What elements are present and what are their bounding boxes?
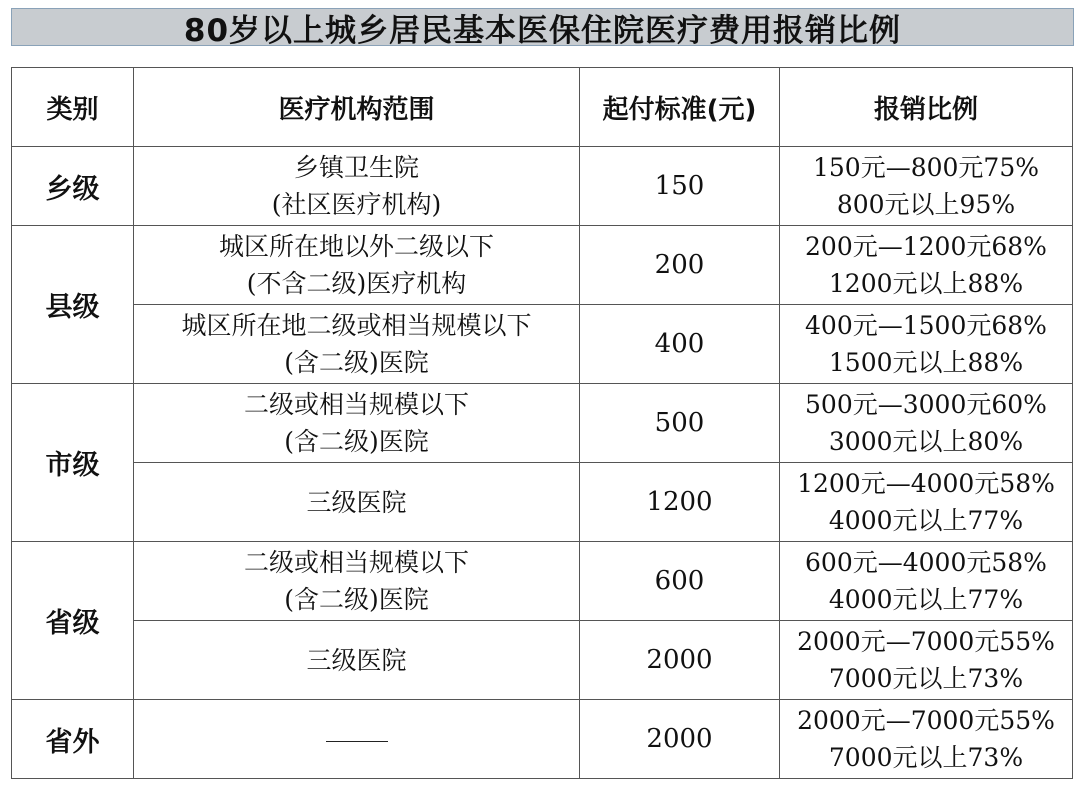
header-category: 类别 [12, 68, 134, 147]
rate-cell [780, 305, 1073, 384]
rate-cell [780, 147, 1073, 226]
institution-line: 乡镇卫生院 [293, 153, 419, 182]
empty-dash [326, 741, 388, 742]
table-row [12, 384, 1073, 463]
rate-line: 3000元以上80% [828, 427, 1024, 456]
category-cell: 市级 [12, 384, 134, 542]
institution-cell [134, 147, 580, 226]
institution-line: 三级医院 [306, 487, 407, 517]
table-row [12, 305, 1073, 384]
rate-line: 2000元—7000元55% [797, 706, 1055, 735]
rate-cell [780, 621, 1073, 700]
threshold-cell: 2000 [580, 700, 780, 779]
threshold-cell: 600 [580, 542, 780, 621]
institution-line: 城区所在地以外二级以下 [218, 232, 494, 261]
rate-line: 1200元—4000元58% [797, 469, 1055, 498]
threshold-cell: 150 [580, 147, 780, 226]
institution-cell [134, 700, 580, 779]
reimbursement-table [11, 67, 1073, 779]
threshold-cell: 1200 [580, 463, 780, 542]
institution-line: (含二级)医院 [284, 427, 429, 456]
table-row [12, 700, 1073, 779]
category-cell: 省外 [12, 700, 134, 779]
institution-line: 三级医院 [306, 645, 407, 675]
rate-line: 7000元以上73% [828, 664, 1024, 693]
rate-line: 600元—4000元58% [805, 548, 1047, 577]
rate-cell [780, 226, 1073, 305]
rate-cell [780, 700, 1073, 779]
institution-line: (不含二级)医疗机构 [246, 269, 467, 298]
institution-cell [134, 621, 580, 700]
institution-line: (社区医疗机构) [271, 190, 442, 219]
category-cell: 乡级 [12, 147, 134, 226]
institution-cell [134, 226, 580, 305]
header-threshold: 起付标准(元) [580, 68, 780, 147]
rate-cell [780, 542, 1073, 621]
institution-cell [134, 463, 580, 542]
header-rate: 报销比例 [780, 68, 1073, 147]
institution-cell [134, 384, 580, 463]
rate-line: 200元—1200元68% [805, 232, 1047, 261]
institution-line: 二级或相当规模以下 [243, 390, 469, 419]
rate-line: 4000元以上77% [828, 506, 1024, 535]
rate-line: 150元—800元75% [812, 153, 1039, 182]
rate-line: 7000元以上73% [828, 743, 1024, 772]
table-row [12, 226, 1073, 305]
threshold-cell: 2000 [580, 621, 780, 700]
rate-line: 1200元以上88% [828, 269, 1024, 298]
category-cell: 省级 [12, 542, 134, 700]
rate-line: 500元—3000元60% [805, 390, 1047, 419]
category-cell: 县级 [12, 226, 134, 384]
rate-line: 1500元以上88% [828, 348, 1024, 377]
header-institution: 医疗机构范围 [134, 68, 580, 147]
table-row [12, 542, 1073, 621]
threshold-cell: 400 [580, 305, 780, 384]
rate-line: 4000元以上77% [828, 585, 1024, 614]
threshold-cell: 200 [580, 226, 780, 305]
rate-line: 400元—1500元68% [805, 311, 1047, 340]
threshold-cell: 500 [580, 384, 780, 463]
table-row [12, 463, 1073, 542]
institution-line: (含二级)医院 [284, 585, 429, 614]
institution-line: 城区所在地二级或相当规模以下 [181, 311, 532, 340]
rate-line: 2000元—7000元55% [797, 627, 1055, 656]
rate-cell [780, 463, 1073, 542]
rate-line: 800元以上95% [836, 190, 1016, 219]
institution-line: (含二级)医院 [284, 348, 429, 377]
header-row [12, 68, 1073, 147]
rate-cell [780, 384, 1073, 463]
table-row [12, 621, 1073, 700]
table-row [12, 147, 1073, 226]
institution-line: 二级或相当规模以下 [243, 548, 469, 577]
institution-cell [134, 305, 580, 384]
table-title: 80岁以上城乡居民基本医保住院医疗费用报销比例 [11, 8, 1074, 46]
institution-cell [134, 542, 580, 621]
